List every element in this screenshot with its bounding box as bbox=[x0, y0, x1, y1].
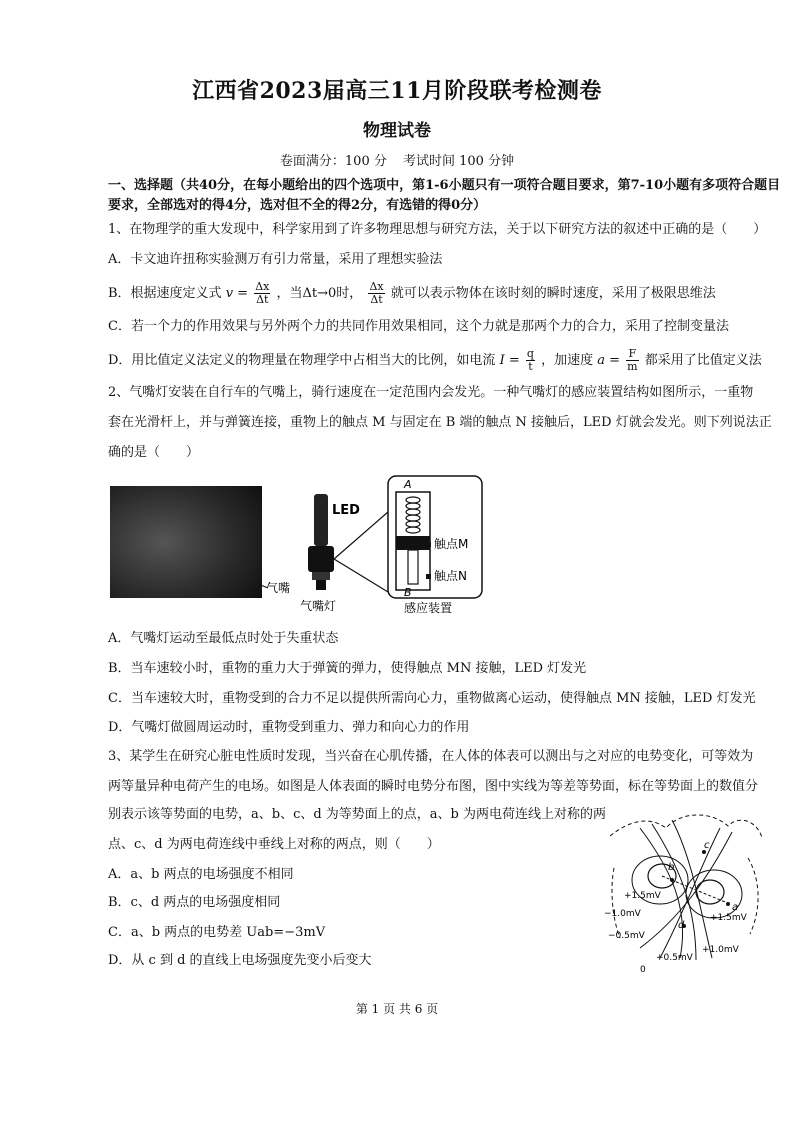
q3-potential-figure bbox=[600, 808, 770, 976]
label-a: a bbox=[732, 902, 739, 913]
q1-d-frac-i bbox=[526, 348, 535, 373]
q2-option-a: A．气嘴灯运动至最低点时处于失重状态 bbox=[108, 631, 339, 646]
q3-stem-l1: 3、某学生在研究心脏电性质时发现，当兴奋在心肌传播，在人体的体表可以测出与之对应的电势变化，可等效为 bbox=[108, 749, 754, 764]
label-b: b bbox=[668, 862, 675, 873]
label-d: d bbox=[678, 920, 685, 931]
q3-option-c: C．a、b 两点的电势差 Uab=−3mV bbox=[108, 925, 326, 940]
section-instruction-line1: 一、选择题（共40分，在每小题给出的四个选项中，第1-6小题只有一项符合题目要求，第7-10小题有多项符合题目 bbox=[108, 178, 781, 193]
spring-icon bbox=[406, 497, 420, 533]
q1-b-mid: ，当Δt→0时， bbox=[276, 286, 363, 301]
q1-b-pre: B．根据速度定义式 bbox=[108, 286, 222, 301]
exam-meta bbox=[0, 150, 794, 169]
label-p15-left: +1.5mV bbox=[624, 891, 661, 901]
end-b-label: B bbox=[404, 586, 412, 599]
guide-rod bbox=[408, 550, 418, 584]
q3-stem-l3: 别表示该等势面的电势，a、b、c、d 为等势面上的点，a、b 为两电荷连线上对称的两 bbox=[108, 807, 607, 822]
q1-d-frac-a bbox=[626, 348, 638, 373]
label-p15-right: +1.5mV bbox=[710, 913, 747, 923]
score-info: 卷面满分：100 分 bbox=[279, 154, 387, 169]
q3-option-a: A．a、b 两点的电场强度不相同 bbox=[108, 867, 294, 882]
body-outline-right bbox=[748, 858, 758, 934]
exam-subtitle: 物理试卷 bbox=[363, 121, 431, 141]
frac-num: q bbox=[526, 347, 534, 360]
bicycle-photo bbox=[110, 486, 262, 598]
q2-figure bbox=[108, 474, 488, 616]
label-p10: +1.0mV bbox=[702, 945, 739, 955]
q2-option-c: C．当车速较大时，重物受到的合力不足以提供所需向心力，重物做离心运动，使得触点 MN 接触，LED 灯发光 bbox=[108, 691, 756, 706]
label-m10: −1.0mV bbox=[604, 909, 641, 919]
frac-den: m bbox=[627, 360, 638, 373]
q1-b-v: v = bbox=[225, 286, 249, 301]
q1-b-frac2 bbox=[368, 281, 384, 306]
section-instruction-line2: 要求，全部选对的得4分，选对但不全的得2分，有选错的得0分） bbox=[108, 198, 487, 213]
q1-option-a: A．卡文迪许扭称实验测万有引力常量，采用了理想实验法 bbox=[108, 252, 443, 267]
contact-m-dot bbox=[426, 542, 431, 547]
label-zero: 0 bbox=[640, 965, 646, 975]
frac-den: Δt bbox=[256, 293, 269, 306]
body-outline-top bbox=[610, 815, 762, 838]
frac-num: Δx bbox=[255, 280, 270, 293]
led-label: LED bbox=[332, 503, 360, 518]
frac-den: Δt bbox=[370, 293, 383, 306]
equipotential-line-4 bbox=[660, 828, 720, 958]
q3-option-b: B．c、d 两点的电场强度相同 bbox=[108, 895, 281, 910]
q3-option-d: D．从 c 到 d 的直线上电场强度先变小后变大 bbox=[108, 953, 372, 968]
contact-m-label: 触点M bbox=[434, 537, 469, 551]
label-c: c bbox=[704, 840, 710, 851]
q1-b-frac1 bbox=[254, 281, 270, 306]
end-a-label: A bbox=[404, 478, 412, 491]
page-footer: 第 1 页 共 6 页 bbox=[355, 1002, 439, 1016]
point-b bbox=[670, 878, 674, 882]
q2-option-b: B．当车速较小时，重物的重力大于弹簧的弹力，使得触点 MN 接触，LED 灯发光 bbox=[108, 661, 587, 676]
weight-block bbox=[396, 536, 430, 550]
q2-stem-l2: 套在光滑杆上，并与弹簧连接，重物上的触点 M 与固定在 B 端的触点 N 接触后，LED 灯就会发光。则下列说法正 bbox=[108, 415, 772, 430]
q1-d-post: 都采用了比值定义法 bbox=[644, 353, 762, 368]
contact-n-dot bbox=[426, 574, 431, 579]
q1-d-mid: ，加速度 bbox=[541, 353, 594, 368]
q2-option-d: D．气嘴灯做圆周运动时，重物受到重力、弹力和向心力的作用 bbox=[108, 720, 470, 735]
point-a bbox=[726, 902, 730, 906]
valve-label: 气嘴 bbox=[266, 581, 291, 595]
q2-stem-l3: 确的是（ ） bbox=[108, 445, 200, 460]
q1-stem: 1、在物理学的重大发现中，科学家用到了许多物理思想与研究方法，关于以下研究方法的叙述中正确的是（ ） bbox=[108, 222, 767, 237]
q1-d-pre: D．用比值定义法定义的物理量在物理学中占相当大的比例，如电流 bbox=[108, 353, 496, 368]
label-p05: +0.5mV bbox=[656, 953, 693, 963]
frac-num: F bbox=[626, 348, 638, 361]
exam-title: 江西省2023届高三11月阶段联考检测卷 bbox=[192, 78, 602, 104]
device-caption: 感应装置 bbox=[404, 601, 453, 615]
q3-stem-l4: 点、c、d 为两电荷连线中垂线上对称的两点，则（ ） bbox=[108, 837, 440, 852]
zoom-line-bottom bbox=[334, 559, 388, 592]
time-info: 考试时间 100 分钟 bbox=[403, 154, 515, 169]
label-m05: −0.5mV bbox=[608, 931, 645, 941]
body-outline-left bbox=[612, 868, 620, 938]
q1-option-b bbox=[108, 281, 716, 306]
valve-lamp-icon bbox=[308, 494, 334, 590]
q1-d-i: I = bbox=[499, 353, 520, 368]
contact-n-label: 触点N bbox=[434, 569, 467, 583]
q1-option-d bbox=[108, 348, 762, 373]
q1-option-c: C．若一个力的作用效果与另外两个力的共同作用效果相同，这个力就是那两个力的合力，采用了控制变量法 bbox=[108, 319, 729, 334]
frac-den: t bbox=[528, 360, 533, 373]
zoom-line-top bbox=[334, 512, 388, 559]
q1-d-a: a = bbox=[597, 353, 621, 368]
lamp-caption: 气嘴灯 bbox=[300, 599, 337, 613]
frac-num: Δx bbox=[369, 280, 384, 293]
q3-stem-l2: 两等量异种电荷产生的电场。如图是人体表面的瞬时电势分布图，图中实线为等差等势面，标在等势面上的数值分 bbox=[108, 779, 759, 794]
q2-stem-l1: 2、气嘴灯安装在自行车的气嘴上，骑行速度在一定范围内会发光。一种气嘴灯的感应装置结构如图所示，一重物 bbox=[108, 385, 754, 400]
q1-b-post: 就可以表示物体在该时刻的瞬时速度，采用了极限思维法 bbox=[390, 286, 716, 301]
